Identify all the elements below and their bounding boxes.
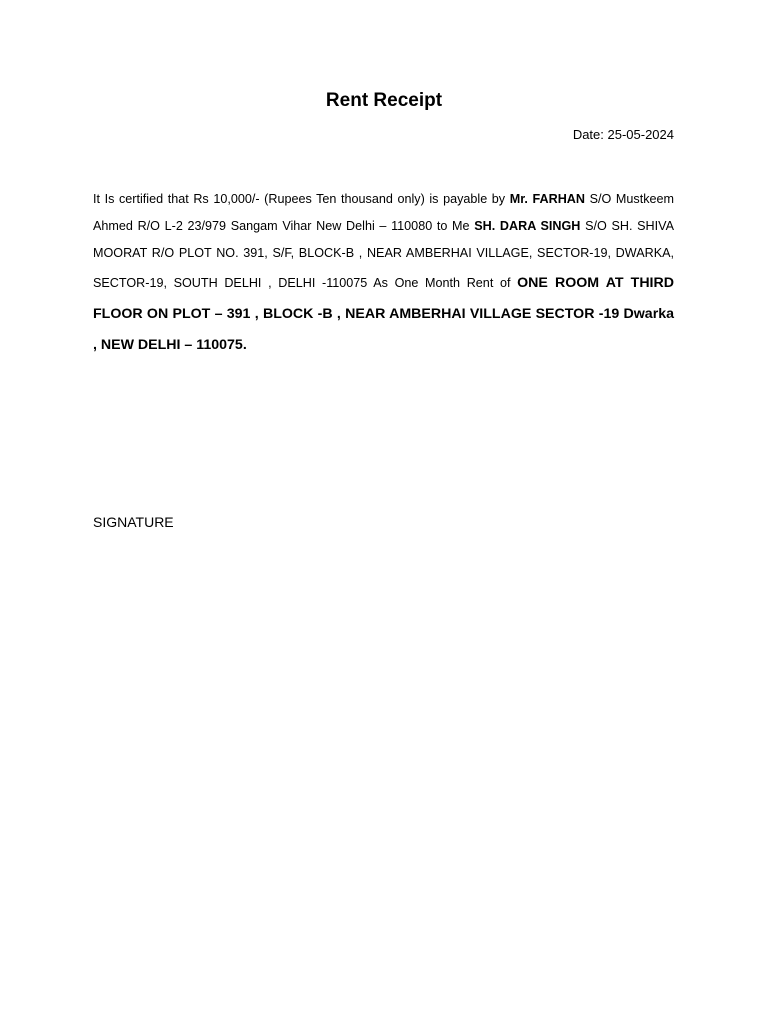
tenant-name: Mr. FARHAN bbox=[509, 192, 585, 206]
body-text-part-3: S/O SH. SHIVA MOORAT R/O PLOT NO. 391, S/F, BLOCK-B , NEAR AMBERHAI VILLAGE, SECTOR-19, DWARKA, SECTOR-19, SOUTH DELHI , DELHI -110075 As One Month Rent of bbox=[93, 219, 674, 290]
landlord-name: SH. DARA SINGH bbox=[474, 219, 581, 234]
body-text-part-2: S/O Mustkeem Ahmed R/O L-2 23/979 Sangam Vihar New Delhi – 110080 to Me bbox=[93, 192, 674, 234]
property-description: ONE ROOM AT THIRD FLOOR ON PLOT – 391 , BLOCK -B , NEAR AMBERHAI VILLAGE SECTOR -19 Dwarka , NEW DELHI – 110075. bbox=[93, 274, 674, 353]
document-title: Rent Receipt bbox=[325, 90, 443, 111]
receipt-date: Date: 25-05-2024 bbox=[572, 127, 674, 142]
signature-label: SIGNATURE bbox=[93, 514, 174, 530]
body-text-part-1: It Is certified that Rs 10,000/- (Rupees Ten thousand only) is payable by bbox=[93, 192, 510, 206]
receipt-body bbox=[93, 186, 674, 361]
